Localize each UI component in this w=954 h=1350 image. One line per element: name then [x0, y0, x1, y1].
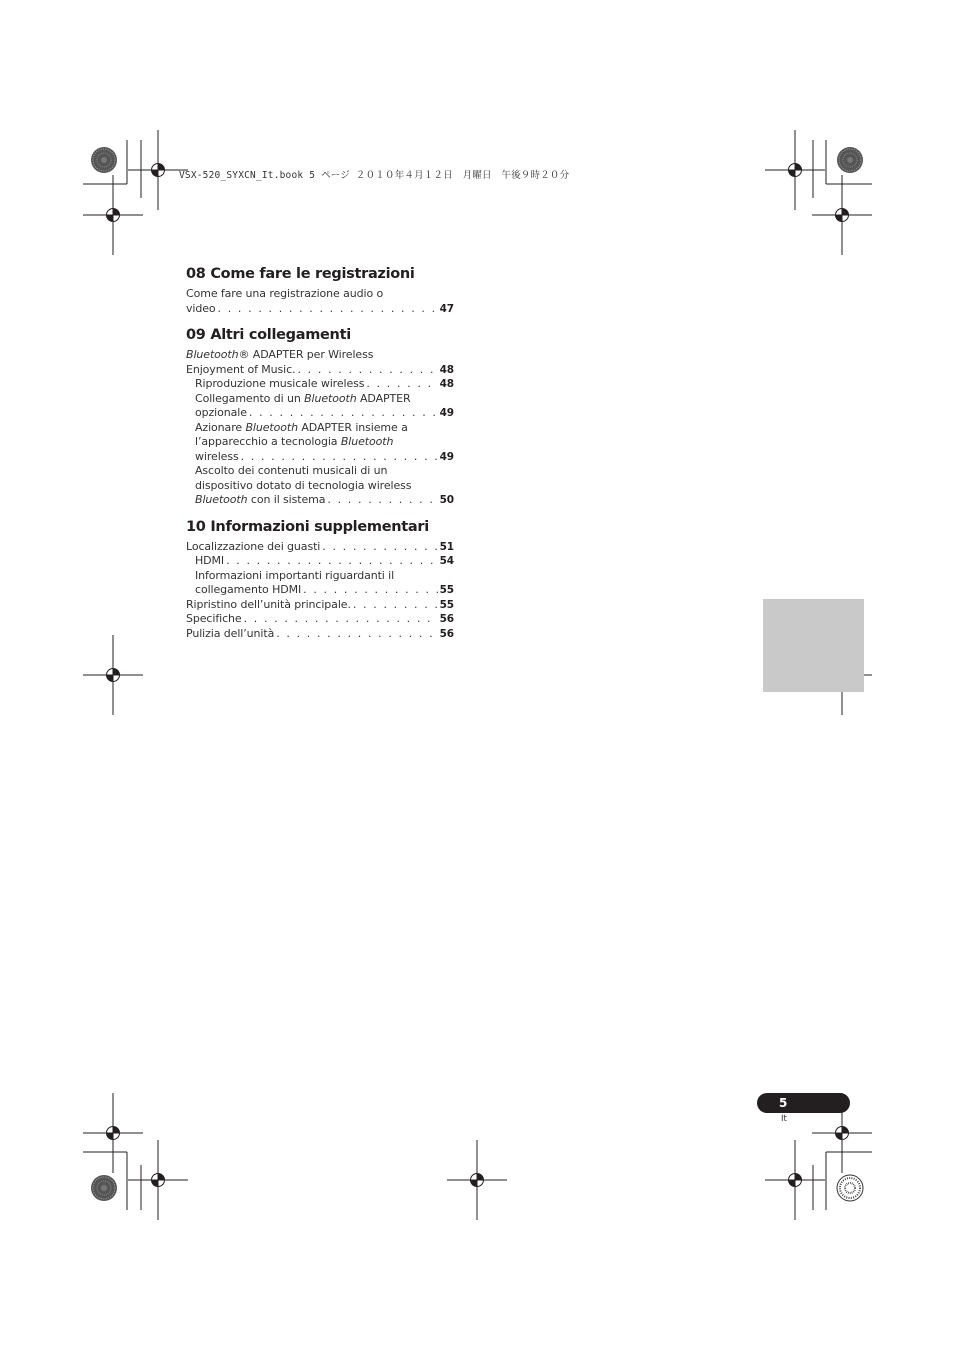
entry-text: wireless [195, 449, 239, 463]
entry-text: opzionale [195, 406, 247, 419]
dot-leader [218, 302, 438, 317]
entry-page-number: 50 [439, 494, 454, 506]
entry-text: HDMI [195, 554, 225, 567]
entry-text: Come fare una registrazione audio o [186, 287, 384, 300]
top-left-star-mark [91, 147, 117, 173]
toc-section [186, 517, 454, 642]
toc-entry[interactable] [186, 287, 454, 316]
dot-leader [303, 583, 437, 598]
entry-text: video [186, 301, 216, 315]
entry-page-number: 51 [439, 540, 454, 553]
entry-text: Ripristino dell’unità principale. [186, 597, 351, 611]
toc-entry[interactable] [186, 377, 454, 392]
dot-leader [226, 554, 438, 569]
dot-leader [241, 450, 438, 465]
dot-leader [276, 627, 437, 642]
entry-page-number: 56 [439, 613, 454, 625]
toc-section [186, 325, 454, 508]
dot-leader [249, 406, 438, 421]
entry-text: l’apparecchio a tecnologia Bluetooth [195, 435, 394, 448]
entry-page-number: 55 [439, 584, 454, 596]
entry-page-number: 48 [439, 363, 454, 376]
page-number: 5 [757, 1093, 850, 1113]
chapter-tab [763, 599, 864, 692]
toc-entry[interactable] [186, 348, 454, 377]
entry-text: Collegamento di un Bluetooth ADAPTER [195, 391, 411, 405]
entry-text: Bluetooth con il sistema [195, 493, 326, 506]
dot-leader [244, 612, 438, 627]
entry-page-number: 55 [439, 598, 454, 611]
entry-page-number: 49 [439, 450, 454, 463]
toc-entry[interactable] [186, 540, 454, 555]
toc-section [186, 264, 454, 316]
dot-leader [353, 598, 438, 613]
entry-text: Pulizia dell’unità [186, 626, 275, 640]
entry-text: Riproduzione musicale wireless [195, 377, 365, 390]
entry-text: Localizzazione dei guasti [186, 539, 321, 553]
entry-text: dispositivo dotato di tecnologia wireless [195, 478, 412, 492]
language-code: It [781, 1114, 787, 1124]
table-of-contents [186, 264, 454, 650]
section-title: 09 Altri collegamenti [186, 327, 351, 343]
toc-entry[interactable] [186, 569, 454, 598]
entry-page-number: 47 [439, 302, 454, 315]
entry-text: Specifiche [186, 612, 242, 625]
entry-text: Informazioni importanti riguardanti il [195, 568, 395, 582]
dot-leader [327, 493, 437, 508]
toc-entry[interactable] [186, 598, 454, 613]
entry-page-number: 56 [439, 627, 454, 640]
entry-text: Bluetooth® ADAPTER per Wireless [186, 348, 374, 361]
print-header: VSX-520_SYXCN_It.book 5 ページ ２０１０年４月１２日 月曜日 午後９時２０分 [179, 170, 570, 181]
toc-entry[interactable] [186, 627, 454, 642]
toc-entry[interactable] [186, 612, 454, 627]
section-title: 10 Informazioni supplementari [186, 518, 429, 535]
toc-entry[interactable] [186, 421, 454, 465]
entry-page-number: 48 [439, 378, 454, 390]
entry-text: Ascolto dei contenuti musicali di un [195, 464, 388, 477]
toc-entry[interactable] [186, 392, 454, 421]
dot-leader [366, 377, 437, 392]
entry-text: Enjoyment of Music. [186, 362, 296, 376]
dot-leader [322, 540, 437, 555]
toc-entry[interactable] [186, 464, 454, 508]
entry-text: collegamento HDMI [195, 583, 302, 596]
dot-leader [297, 363, 437, 378]
entry-text: Azionare Bluetooth ADAPTER insieme a [195, 420, 408, 434]
toc-entry[interactable] [186, 554, 454, 569]
entry-page-number: 49 [439, 407, 454, 419]
section-title: 08 Come fare le registrazioni [186, 266, 415, 282]
entry-page-number: 54 [439, 555, 454, 567]
